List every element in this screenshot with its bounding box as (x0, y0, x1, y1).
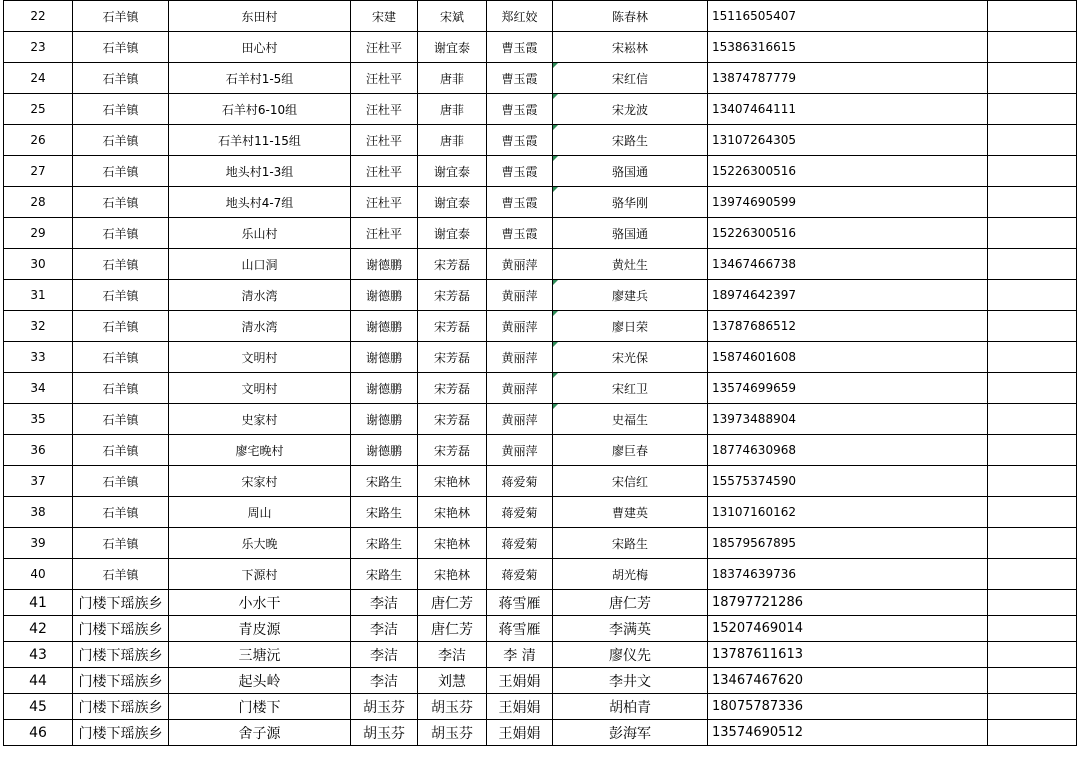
village-cell[interactable]: 石羊村11-15组 (169, 125, 351, 156)
contact-name-cell[interactable]: 宋信红 (553, 466, 708, 497)
staff-cell[interactable]: 曹玉霞 (487, 187, 553, 218)
table-row (4, 435, 1077, 466)
phone-number-cell[interactable]: 18974642397 (708, 280, 988, 311)
township-cell[interactable]: 石羊镇 (73, 1, 169, 32)
contact-name-cell[interactable]: 李满英 (553, 616, 708, 642)
phone-number-cell[interactable]: 18797721286 (708, 590, 988, 616)
leader-cell[interactable]: 谢德鹏 (351, 373, 418, 404)
contact-name-cell[interactable]: 胡柏青 (553, 694, 708, 720)
leader-cell[interactable]: 谢德鹏 (351, 404, 418, 435)
leader-cell[interactable]: 汪杜平 (351, 187, 418, 218)
leader-cell[interactable]: 汪杜平 (351, 94, 418, 125)
contact-name-cell[interactable]: 唐仁芳 (553, 590, 708, 616)
staff-cell[interactable]: 黄丽萍 (487, 435, 553, 466)
leader-cell[interactable]: 宋路生 (351, 528, 418, 559)
township-cell[interactable]: 石羊镇 (73, 218, 169, 249)
responsible-person-cell[interactable]: 宋芳磊 (418, 342, 487, 373)
phone-number-cell[interactable]: 18075787336 (708, 694, 988, 720)
township-cell[interactable]: 石羊镇 (73, 528, 169, 559)
village-cell[interactable]: 乐大晚 (169, 528, 351, 559)
phone-number-cell[interactable]: 18579567895 (708, 528, 988, 559)
row-number-cell[interactable]: 44 (4, 668, 73, 694)
table-row (4, 668, 1077, 694)
empty-cell[interactable] (988, 280, 1077, 311)
contact-name-cell[interactable]: 宋光保 (553, 342, 708, 373)
staff-cell[interactable]: 曹玉霞 (487, 32, 553, 63)
table-row (4, 280, 1077, 311)
township-cell[interactable]: 门楼下瑶族乡 (73, 642, 169, 668)
township-cell[interactable]: 石羊镇 (73, 280, 169, 311)
table-row (4, 94, 1077, 125)
contact-name-cell[interactable]: 史福生 (553, 404, 708, 435)
contact-name-cell[interactable]: 宋路生 (553, 125, 708, 156)
contact-name-cell[interactable]: 宋龙波 (553, 94, 708, 125)
village-cell[interactable]: 青皮源 (169, 616, 351, 642)
row-number-cell[interactable]: 26 (4, 125, 73, 156)
table-row (4, 156, 1077, 187)
township-cell[interactable]: 石羊镇 (73, 156, 169, 187)
leader-cell[interactable]: 汪杜平 (351, 125, 418, 156)
phone-number-cell[interactable]: 13973488904 (708, 404, 988, 435)
row-number-cell[interactable]: 33 (4, 342, 73, 373)
table-row (4, 559, 1077, 590)
leader-cell[interactable]: 宋建 (351, 1, 418, 32)
phone-number-cell[interactable]: 13787686512 (708, 311, 988, 342)
staff-cell[interactable]: 李 清 (487, 642, 553, 668)
row-number-cell[interactable]: 41 (4, 590, 73, 616)
phone-number-cell[interactable]: 13974690599 (708, 187, 988, 218)
table-row (4, 1, 1077, 32)
phone-number-cell[interactable]: 15575374590 (708, 466, 988, 497)
staff-cell[interactable]: 蒋爱菊 (487, 559, 553, 590)
leader-cell[interactable]: 汪杜平 (351, 218, 418, 249)
row-number-cell[interactable]: 31 (4, 280, 73, 311)
responsible-person-cell[interactable]: 唐菲 (418, 63, 487, 94)
staff-cell[interactable]: 王娟娟 (487, 694, 553, 720)
responsible-person-cell[interactable]: 宋芳磊 (418, 404, 487, 435)
contact-name-cell[interactable]: 廖仪先 (553, 642, 708, 668)
village-cell[interactable]: 田心村 (169, 32, 351, 63)
row-number-cell[interactable]: 45 (4, 694, 73, 720)
responsible-person-cell[interactable]: 宋芳磊 (418, 311, 487, 342)
empty-cell[interactable] (988, 435, 1077, 466)
responsible-person-cell[interactable]: 唐菲 (418, 125, 487, 156)
phone-number-cell[interactable]: 15386316615 (708, 32, 988, 63)
leader-cell[interactable]: 谢德鹏 (351, 280, 418, 311)
row-number-cell[interactable]: 32 (4, 311, 73, 342)
responsible-person-cell[interactable]: 宋艳林 (418, 559, 487, 590)
table-row (4, 32, 1077, 63)
township-cell[interactable]: 门楼下瑶族乡 (73, 720, 169, 746)
township-cell[interactable]: 石羊镇 (73, 559, 169, 590)
phone-number-cell[interactable]: 13107264305 (708, 125, 988, 156)
contact-name-cell[interactable]: 彭海军 (553, 720, 708, 746)
phone-number-cell[interactable]: 13874787779 (708, 63, 988, 94)
staff-cell[interactable]: 曹玉霞 (487, 63, 553, 94)
contact-name-cell[interactable]: 宋红信 (553, 63, 708, 94)
phone-number-cell[interactable]: 13107160162 (708, 497, 988, 528)
village-cell[interactable]: 小水干 (169, 590, 351, 616)
table-row (4, 642, 1077, 668)
township-cell[interactable]: 石羊镇 (73, 187, 169, 218)
village-cell[interactable]: 下源村 (169, 559, 351, 590)
township-cell[interactable]: 石羊镇 (73, 125, 169, 156)
table-row (4, 373, 1077, 404)
contact-name-cell[interactable]: 骆华刚 (553, 187, 708, 218)
phone-number-cell[interactable]: 13467467620 (708, 668, 988, 694)
responsible-person-cell[interactable]: 宋芳磊 (418, 280, 487, 311)
township-cell[interactable]: 石羊镇 (73, 466, 169, 497)
empty-cell[interactable] (988, 528, 1077, 559)
empty-cell[interactable] (988, 63, 1077, 94)
village-cell[interactable]: 起头岭 (169, 668, 351, 694)
responsible-person-cell[interactable]: 宋艳林 (418, 497, 487, 528)
table-row (4, 694, 1077, 720)
village-cell[interactable]: 地头村1-3组 (169, 156, 351, 187)
village-cell[interactable]: 史家村 (169, 404, 351, 435)
phone-number-cell[interactable]: 13574690512 (708, 720, 988, 746)
township-cell[interactable]: 石羊镇 (73, 404, 169, 435)
table-row (4, 590, 1077, 616)
responsible-person-cell[interactable]: 宋芳磊 (418, 435, 487, 466)
row-number-cell[interactable]: 25 (4, 94, 73, 125)
empty-cell[interactable] (988, 668, 1077, 694)
leader-cell[interactable]: 谢德鹏 (351, 311, 418, 342)
phone-number-cell[interactable]: 13467466738 (708, 249, 988, 280)
township-cell[interactable]: 石羊镇 (73, 311, 169, 342)
phone-number-cell[interactable]: 18374639736 (708, 559, 988, 590)
row-number-cell[interactable]: 35 (4, 404, 73, 435)
contact-name-cell[interactable]: 廖建兵 (553, 280, 708, 311)
village-cell[interactable]: 文明村 (169, 373, 351, 404)
table-row (4, 342, 1077, 373)
leader-cell[interactable]: 宋路生 (351, 497, 418, 528)
empty-cell[interactable] (988, 249, 1077, 280)
empty-cell[interactable] (988, 590, 1077, 616)
empty-cell[interactable] (988, 1, 1077, 32)
contact-name-cell[interactable]: 宋红卫 (553, 373, 708, 404)
responsible-person-cell[interactable]: 宋斌 (418, 1, 487, 32)
empty-cell[interactable] (988, 218, 1077, 249)
row-number-cell[interactable]: 39 (4, 528, 73, 559)
staff-cell[interactable]: 黄丽萍 (487, 342, 553, 373)
table-row (4, 63, 1077, 94)
empty-cell[interactable] (988, 342, 1077, 373)
empty-cell[interactable] (988, 187, 1077, 218)
village-cell[interactable]: 东田村 (169, 1, 351, 32)
row-number-cell[interactable]: 43 (4, 642, 73, 668)
contact-name-cell[interactable]: 廖日荣 (553, 311, 708, 342)
leader-cell[interactable]: 李洁 (351, 642, 418, 668)
responsible-person-cell[interactable]: 谢宜泰 (418, 218, 487, 249)
table-row (4, 249, 1077, 280)
township-cell[interactable]: 石羊镇 (73, 32, 169, 63)
table-row (4, 528, 1077, 559)
village-cell[interactable]: 山口洞 (169, 249, 351, 280)
responsible-person-cell[interactable]: 宋艳林 (418, 466, 487, 497)
row-number-cell[interactable]: 36 (4, 435, 73, 466)
village-cell[interactable]: 舍子源 (169, 720, 351, 746)
table-row (4, 218, 1077, 249)
responsible-person-cell[interactable]: 唐仁芳 (418, 616, 487, 642)
staff-cell[interactable]: 王娟娟 (487, 720, 553, 746)
row-number-cell[interactable]: 23 (4, 32, 73, 63)
township-cell[interactable]: 石羊镇 (73, 63, 169, 94)
leader-cell[interactable]: 谢德鹏 (351, 342, 418, 373)
staff-cell[interactable]: 蒋雪雁 (487, 616, 553, 642)
empty-cell[interactable] (988, 559, 1077, 590)
phone-number-cell[interactable]: 13407464111 (708, 94, 988, 125)
responsible-person-cell[interactable]: 谢宜泰 (418, 156, 487, 187)
phone-number-cell[interactable]: 15874601608 (708, 342, 988, 373)
staff-cell[interactable]: 曹玉霞 (487, 94, 553, 125)
contact-name-cell[interactable]: 骆国通 (553, 156, 708, 187)
township-cell[interactable]: 门楼下瑶族乡 (73, 668, 169, 694)
phone-number-cell[interactable]: 18774630968 (708, 435, 988, 466)
table-row (4, 720, 1077, 746)
leader-cell[interactable]: 汪杜平 (351, 156, 418, 187)
village-cell[interactable]: 清水湾 (169, 280, 351, 311)
township-cell[interactable]: 石羊镇 (73, 435, 169, 466)
phone-number-cell[interactable]: 13574699659 (708, 373, 988, 404)
responsible-person-cell[interactable]: 宋芳磊 (418, 249, 487, 280)
contact-name-cell[interactable]: 黄灶生 (553, 249, 708, 280)
phone-number-cell[interactable]: 15116505407 (708, 1, 988, 32)
village-cell[interactable]: 乐山村 (169, 218, 351, 249)
village-cell[interactable]: 宋家村 (169, 466, 351, 497)
row-number-cell[interactable]: 29 (4, 218, 73, 249)
responsible-person-cell[interactable]: 宋芳磊 (418, 373, 487, 404)
leader-cell[interactable]: 宋路生 (351, 466, 418, 497)
township-cell[interactable]: 石羊镇 (73, 373, 169, 404)
row-number-cell[interactable]: 22 (4, 1, 73, 32)
village-cell[interactable]: 文明村 (169, 342, 351, 373)
township-cell[interactable]: 门楼下瑶族乡 (73, 694, 169, 720)
staff-cell[interactable]: 蒋雪雁 (487, 590, 553, 616)
village-cell[interactable]: 门楼下 (169, 694, 351, 720)
empty-cell[interactable] (988, 311, 1077, 342)
township-cell[interactable]: 门楼下瑶族乡 (73, 616, 169, 642)
row-number-cell[interactable]: 28 (4, 187, 73, 218)
row-number-cell[interactable]: 38 (4, 497, 73, 528)
row-number-cell[interactable]: 27 (4, 156, 73, 187)
village-cell[interactable]: 石羊村6-10组 (169, 94, 351, 125)
township-cell[interactable]: 石羊镇 (73, 342, 169, 373)
contact-name-cell[interactable]: 宋路生 (553, 528, 708, 559)
row-number-cell[interactable]: 37 (4, 466, 73, 497)
leader-cell[interactable]: 汪杜平 (351, 63, 418, 94)
leader-cell[interactable]: 李洁 (351, 590, 418, 616)
staff-cell[interactable]: 黄丽萍 (487, 249, 553, 280)
empty-cell[interactable] (988, 642, 1077, 668)
empty-cell[interactable] (988, 32, 1077, 63)
staff-cell[interactable]: 曹玉霞 (487, 156, 553, 187)
leader-cell[interactable]: 谢德鹏 (351, 249, 418, 280)
village-cell[interactable]: 地头村4-7组 (169, 187, 351, 218)
contact-name-cell[interactable]: 陈春林 (553, 1, 708, 32)
table-row (4, 311, 1077, 342)
staff-cell[interactable]: 黄丽萍 (487, 280, 553, 311)
table-row (4, 497, 1077, 528)
contact-name-cell[interactable]: 廖巨春 (553, 435, 708, 466)
phone-number-cell[interactable]: 15226300516 (708, 156, 988, 187)
row-number-cell[interactable]: 34 (4, 373, 73, 404)
empty-cell[interactable] (988, 373, 1077, 404)
staff-cell[interactable]: 郑红姣 (487, 1, 553, 32)
empty-cell[interactable] (988, 156, 1077, 187)
staff-cell[interactable]: 蒋爱菊 (487, 466, 553, 497)
phone-number-cell[interactable]: 15226300516 (708, 218, 988, 249)
leader-cell[interactable]: 李洁 (351, 668, 418, 694)
staff-cell[interactable]: 黄丽萍 (487, 311, 553, 342)
responsible-person-cell[interactable]: 胡玉芬 (418, 694, 487, 720)
staff-cell[interactable]: 蒋爱菊 (487, 497, 553, 528)
leader-cell[interactable]: 宋路生 (351, 559, 418, 590)
empty-cell[interactable] (988, 466, 1077, 497)
table-row (4, 125, 1077, 156)
contact-name-cell[interactable]: 骆国通 (553, 218, 708, 249)
contact-name-cell[interactable]: 曹建英 (553, 497, 708, 528)
phone-number-cell[interactable]: 15207469014 (708, 616, 988, 642)
village-cell[interactable]: 三塘沅 (169, 642, 351, 668)
responsible-person-cell[interactable]: 唐仁芳 (418, 590, 487, 616)
empty-cell[interactable] (988, 720, 1077, 746)
responsible-person-cell[interactable]: 李洁 (418, 642, 487, 668)
staff-cell[interactable]: 王娟娟 (487, 668, 553, 694)
contact-name-cell[interactable]: 胡光梅 (553, 559, 708, 590)
spreadsheet-table (3, 0, 1077, 746)
township-cell[interactable]: 门楼下瑶族乡 (73, 590, 169, 616)
staff-cell[interactable]: 曹玉霞 (487, 125, 553, 156)
staff-cell[interactable]: 黄丽萍 (487, 404, 553, 435)
leader-cell[interactable]: 汪杜平 (351, 32, 418, 63)
empty-cell[interactable] (988, 125, 1077, 156)
leader-cell[interactable]: 谢德鹏 (351, 435, 418, 466)
village-cell[interactable]: 廖宅晚村 (169, 435, 351, 466)
staff-cell[interactable]: 曹玉霞 (487, 218, 553, 249)
empty-cell[interactable] (988, 497, 1077, 528)
row-number-cell[interactable]: 24 (4, 63, 73, 94)
village-cell[interactable]: 石羊村1-5组 (169, 63, 351, 94)
leader-cell[interactable]: 胡玉芬 (351, 720, 418, 746)
responsible-person-cell[interactable]: 刘慧 (418, 668, 487, 694)
responsible-person-cell[interactable]: 谢宜泰 (418, 187, 487, 218)
contact-name-cell[interactable]: 宋崧林 (553, 32, 708, 63)
leader-cell[interactable]: 李洁 (351, 616, 418, 642)
table-body (4, 1, 1077, 746)
row-number-cell[interactable]: 30 (4, 249, 73, 280)
leader-cell[interactable]: 胡玉芬 (351, 694, 418, 720)
empty-cell[interactable] (988, 94, 1077, 125)
empty-cell[interactable] (988, 694, 1077, 720)
staff-cell[interactable]: 黄丽萍 (487, 373, 553, 404)
township-cell[interactable]: 石羊镇 (73, 249, 169, 280)
township-cell[interactable]: 石羊镇 (73, 94, 169, 125)
township-cell[interactable]: 石羊镇 (73, 497, 169, 528)
row-number-cell[interactable]: 40 (4, 559, 73, 590)
row-number-cell[interactable]: 46 (4, 720, 73, 746)
table-row (4, 466, 1077, 497)
responsible-person-cell[interactable]: 胡玉芬 (418, 720, 487, 746)
table-row (4, 404, 1077, 435)
empty-cell[interactable] (988, 616, 1077, 642)
table-row (4, 187, 1077, 218)
responsible-person-cell[interactable]: 谢宜泰 (418, 32, 487, 63)
table-row (4, 616, 1077, 642)
responsible-person-cell[interactable]: 宋艳林 (418, 528, 487, 559)
responsible-person-cell[interactable]: 唐菲 (418, 94, 487, 125)
village-cell[interactable]: 清水湾 (169, 311, 351, 342)
phone-number-cell[interactable]: 13787611613 (708, 642, 988, 668)
contact-name-cell[interactable]: 李井文 (553, 668, 708, 694)
staff-cell[interactable]: 蒋爱菊 (487, 528, 553, 559)
village-cell[interactable]: 周山 (169, 497, 351, 528)
empty-cell[interactable] (988, 404, 1077, 435)
row-number-cell[interactable]: 42 (4, 616, 73, 642)
